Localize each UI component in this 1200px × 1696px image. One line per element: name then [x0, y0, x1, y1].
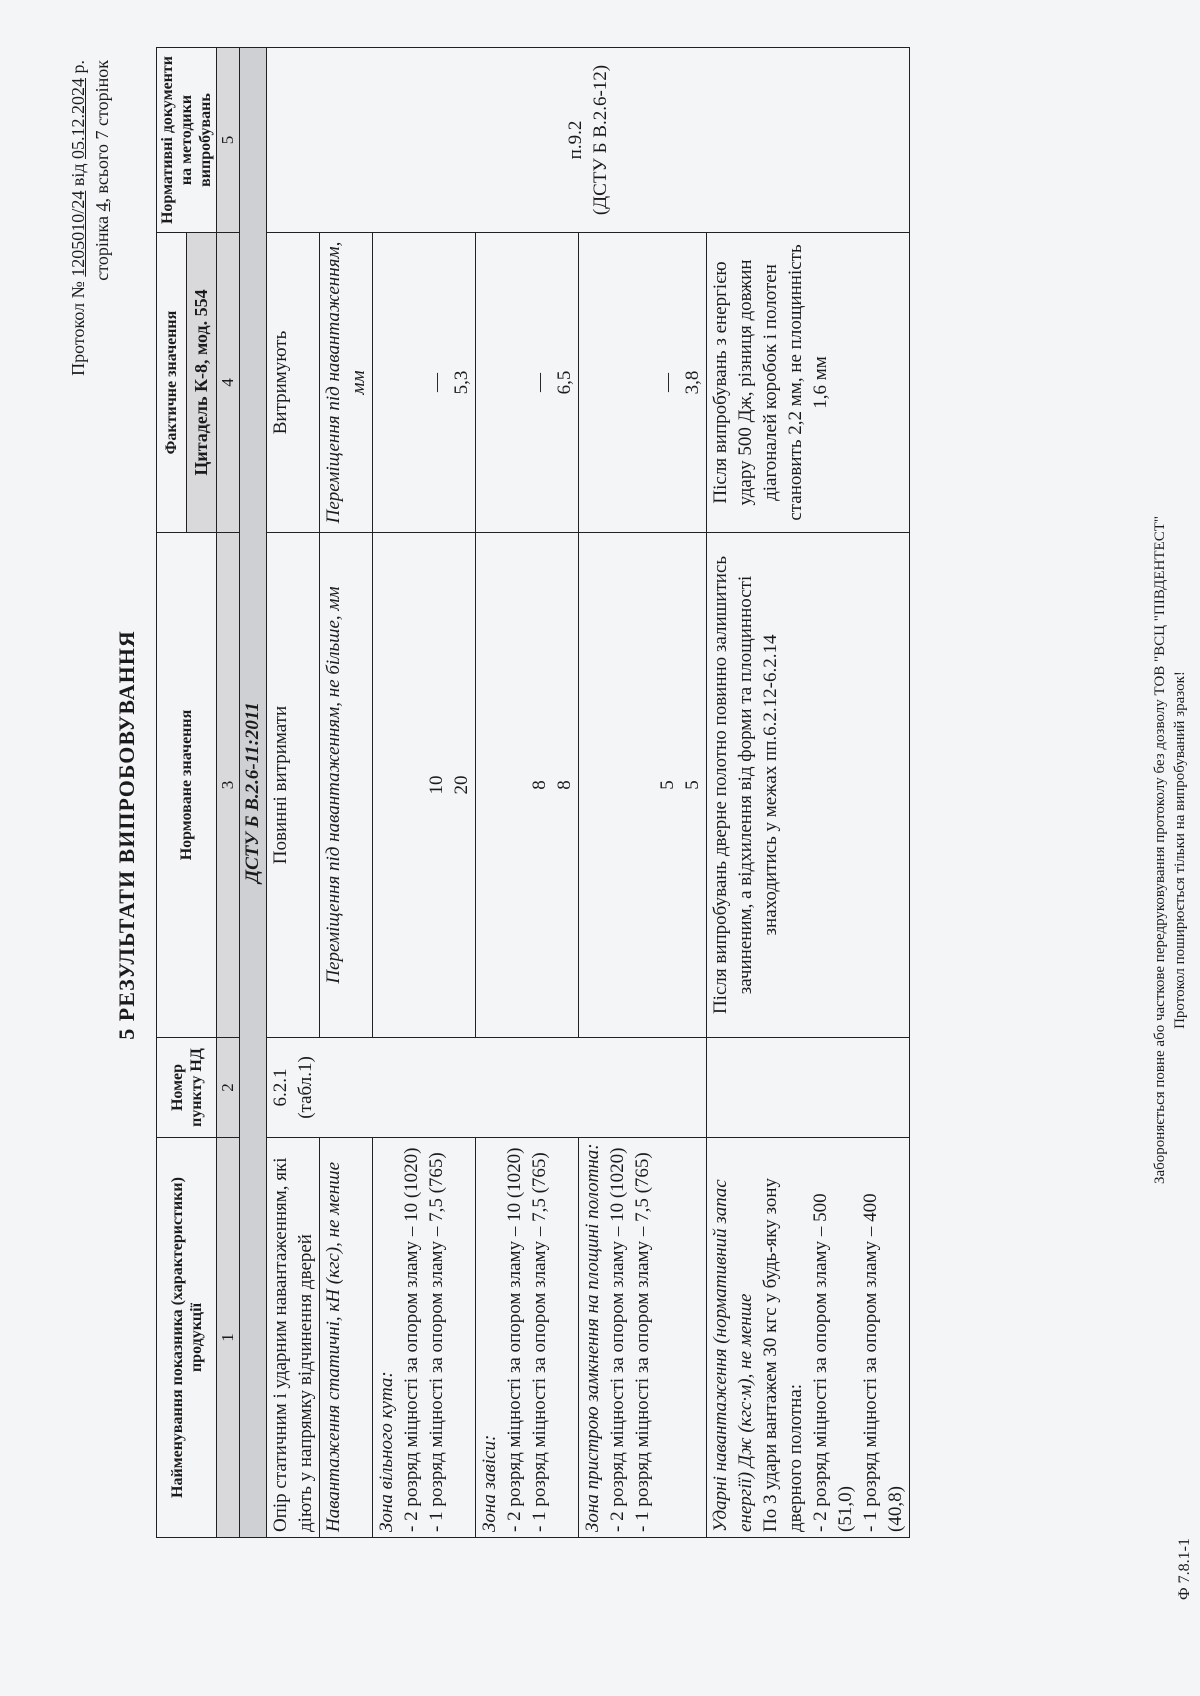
normative-value: 5: [657, 780, 678, 790]
zone-class-1: - 1 розряд міцності за опором зламу – 7,5 (765): [426, 1152, 447, 1532]
zone-class-1: - 1 розряд міцності за опором зламу – 7,5 (765): [529, 1152, 550, 1532]
protocol-date: 05.12.2024: [68, 78, 88, 159]
indicator-cell: Навантаження статичні, кН (кгс), не менше: [320, 1138, 373, 1538]
zone-title: Зона завіси:: [479, 1434, 500, 1532]
actual-cell: [373, 233, 476, 533]
clause-table-ref: (табл.1): [295, 1056, 316, 1119]
actual-value: 6,5: [554, 370, 575, 395]
table-row: [476, 48, 579, 1538]
normative-value: 10: [426, 775, 447, 795]
footer-line-2: Протокол поширюється тільки на випробуваний зразок!: [1172, 671, 1188, 1029]
normative-value: 5: [682, 780, 703, 790]
header-normative-value: Нормоване значення: [157, 533, 217, 1038]
footer-notice: [1150, 40, 1190, 1660]
protocol-header: [66, 60, 114, 620]
header-actual-value: Фактичне значення: [157, 233, 187, 533]
date-suffix: р.: [68, 60, 88, 78]
actual-value: 5,3: [451, 370, 472, 395]
normative-cell: [579, 533, 707, 1038]
form-code: Ф 7.8.1-1: [1176, 1538, 1193, 1600]
actual-cell: [476, 233, 579, 533]
column-number: 2: [217, 1038, 240, 1138]
table-row: [320, 48, 373, 1538]
actual-value: —: [657, 373, 678, 392]
normative-value: 8: [554, 780, 575, 790]
header-indicator-name: Найменування показника (характеристики) продукції: [157, 1138, 217, 1538]
standard-row: [240, 48, 267, 1538]
column-number: 5: [217, 48, 240, 233]
impact-method: По 3 удари вантажем 30 кгс у будь-яку зону дверного полотна:: [760, 1177, 806, 1532]
table-row: [707, 48, 910, 1538]
results-table: [156, 47, 910, 1538]
zone-class-1: - 1 розряд міцності за опором зламу – 7,5 (765): [632, 1152, 653, 1532]
zone-class-2: - 2 розряд міцності за опором зламу – 10 (1020): [401, 1147, 422, 1532]
method-standard: (ДСТУ Б В.2.6-12): [590, 64, 611, 216]
actual-cell: Переміщення під навантаженням, мм: [320, 233, 373, 533]
method-cell: [267, 48, 910, 233]
date-prefix: від: [68, 159, 88, 191]
header-product-model: Цитадель К-8, мод. 554: [187, 233, 217, 533]
page-line: [90, 60, 114, 620]
normative-value: 8: [529, 780, 550, 790]
table-row: [373, 48, 476, 1538]
actual-cell: [579, 233, 707, 533]
normative-cell: [476, 533, 579, 1038]
impact-class-1: - 1 розряд міцності за опором зламу – 400 (40,8): [860, 1193, 906, 1532]
page-prefix: сторінка: [92, 211, 112, 281]
column-number: 3: [217, 533, 240, 1038]
column-number: 1: [217, 1138, 240, 1538]
protocol-number: 1205010/24: [68, 190, 88, 277]
header-row: [157, 48, 187, 1538]
actual-value: —: [529, 373, 550, 392]
standard-code: ДСТУ Б В.2.6-11:2011: [240, 48, 267, 1538]
indicator-cell: [476, 1138, 579, 1538]
section-title: 5 РЕЗУЛЬТАТИ ВИПРОБОВУВАННЯ: [114, 630, 139, 1040]
normative-cell: Після випробувань дверне полотно повинно залишитись зачиненим, а відхилення від форми та площинності знаходитись у межах пп.6.2.12-6.2.14: [707, 533, 910, 1038]
impact-title: Ударні навантаження (нормативний запас енергії) Дж (кгс·м), не менше: [710, 1179, 756, 1532]
indicator-cell: [373, 1138, 476, 1538]
actual-value: 3,8: [682, 370, 703, 395]
indicator-cell: [579, 1138, 707, 1538]
actual-cell: Після випробувань з енергією удару 500 Дж, різниця довжин діагоналей коробок і полотен становить 2,2 мм, не площинність 1,6 мм: [707, 233, 910, 533]
zone-class-2: - 2 розряд міцності за опором зламу – 10 (1020): [607, 1147, 628, 1532]
method-clause: п.9.2: [565, 120, 586, 160]
normative-cell: [373, 533, 476, 1038]
table-row: [267, 48, 320, 1538]
protocol-line: [66, 60, 90, 620]
clause-number: 6.2.1: [270, 1068, 291, 1107]
zone-class-2: - 2 розряд міцності за опором зламу – 10 (1020): [504, 1147, 525, 1532]
normative-cell: Переміщення під навантаженням, не більше, мм: [320, 533, 373, 1038]
clause-cell: [267, 1038, 707, 1138]
normative-cell: Повинні витримати: [267, 533, 320, 1038]
header-test-methods: Нормативні документи на методики випробувань: [157, 48, 217, 233]
column-number: 4: [217, 233, 240, 533]
zone-title: Зона пристрою замкнення на площині полотна:: [582, 1143, 603, 1532]
protocol-prefix: Протокол №: [68, 281, 88, 376]
actual-value: —: [426, 373, 447, 392]
rotated-content: [8, 40, 1200, 1660]
impact-class-2: - 2 розряд міцності за опором зламу – 500 (51,0): [810, 1193, 856, 1532]
footer-line-1: Забороняється повне або часткове передруковування протоколу без дозволу ТОВ "ВСЦ "ПІВДЕНТЕСТ": [1152, 516, 1168, 1184]
header-clause-number: Номер пункту НД: [157, 1038, 217, 1138]
page-suffix: , всього 7 сторінок: [92, 60, 112, 203]
indicator-cell: [707, 1138, 910, 1538]
indicator-cell: Опір статичним і ударним навантаженням, які діють у напрямку відчинення дверей: [267, 1138, 320, 1538]
table-row: [579, 48, 707, 1538]
actual-cell: Витримують: [267, 233, 320, 533]
page-number: 4: [92, 202, 112, 212]
column-number-row: [217, 48, 240, 1538]
zone-title: Зона вільного кута:: [376, 1371, 397, 1532]
clause-cell-empty: [707, 1038, 910, 1138]
normative-value: 20: [451, 775, 472, 795]
